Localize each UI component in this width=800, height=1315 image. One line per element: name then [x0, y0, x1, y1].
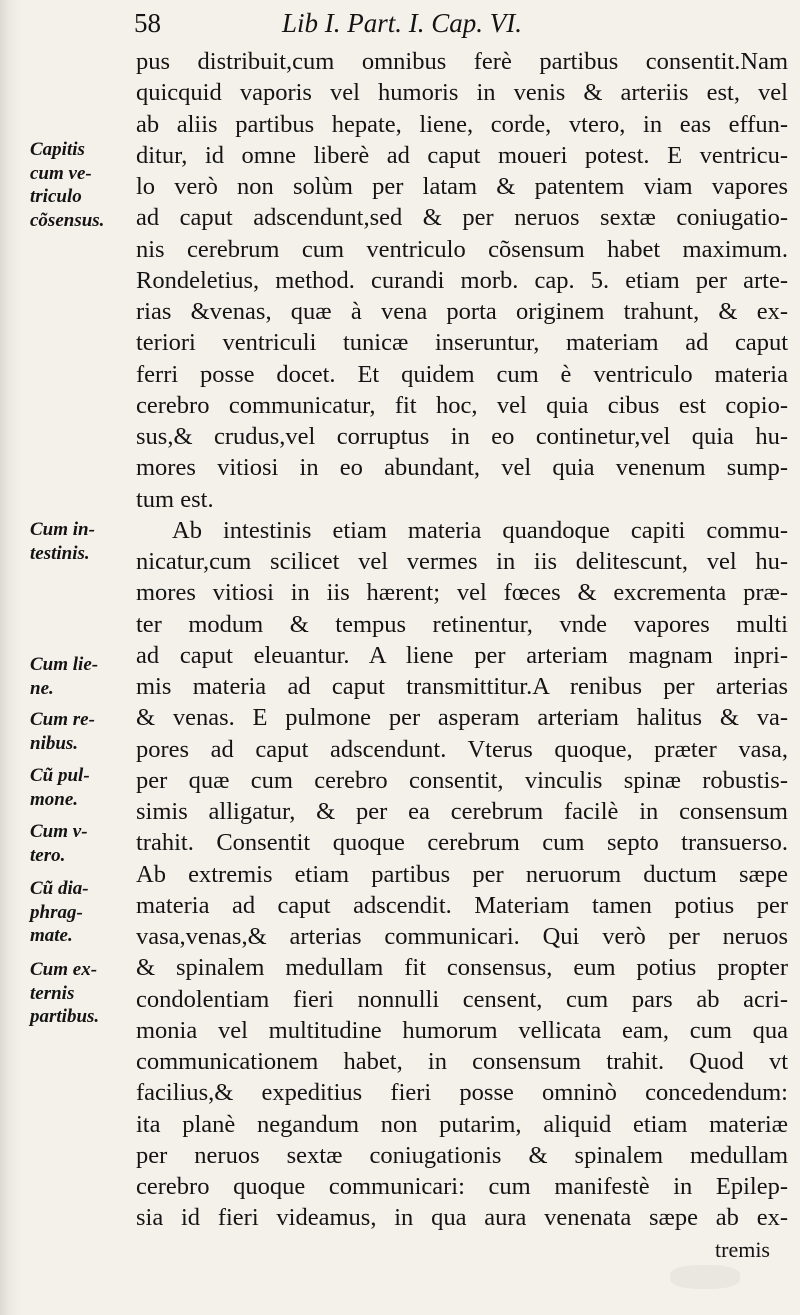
text-line: pores ad caput adscendunt. Vterus quoque, præter vasa,	[136, 735, 788, 763]
marginal-note	[30, 764, 134, 811]
text-line: Rondeletius, method. curandi morb. cap. 5. etiam per arte-	[136, 266, 788, 294]
marginal-note-line: Cum in-	[30, 519, 95, 540]
marginal-note-line: Cum lie-	[30, 654, 99, 675]
text-line: communicationem habet, in consensum trahit. Quod vt	[136, 1048, 788, 1075]
marginal-note-line: Capitis	[30, 139, 85, 160]
text-line: ad caput adscendunt,sed & per neruos sextæ coniugatio-	[136, 204, 788, 232]
text-line: Ab extremis etiam partibus per neruorum ductum sæpe	[136, 860, 788, 888]
text-line: ab aliis partibus hepate, liene, corde, vtero, in eas effun-	[136, 110, 788, 138]
marginal-note-line: Cũ pul-	[30, 765, 90, 786]
text-line: & spinalem medullam fit consensus, eum potius propter	[136, 954, 788, 982]
text-line: simis alligatur, & per ea cerebrum facilè in consensum	[136, 798, 788, 825]
text-line: nis cerebrum cum ventriculo cõsensum habet maximum.	[136, 235, 788, 263]
text-line: materia ad caput adscendit. Materiam tamen potius per	[136, 891, 788, 919]
marginal-note	[30, 518, 134, 565]
marginal-note	[30, 958, 134, 1029]
catchword: tremis	[715, 1236, 770, 1262]
text-line: condolentiam fieri nonnulli censent, cum pars ab acri-	[136, 985, 788, 1013]
text-line: trahit. Consentit quoque cerebrum cum septo transuerso.	[136, 829, 788, 857]
marginal-note	[30, 653, 134, 700]
page-header	[120, 8, 760, 40]
marginal-note-line: phrag-	[30, 901, 83, 923]
marginal-note-line: Cum v-	[30, 821, 88, 842]
text-line: facilius,& expeditius fieri posse omninò concedendum:	[136, 1079, 788, 1107]
text-line: cerebro communicatur, fit hoc, vel quia cibus est copio-	[136, 391, 788, 419]
marginal-note-line: testinis.	[30, 542, 90, 564]
text-line: sus,& crudus,vel corruptus in eo continetur,vel quia hu-	[136, 423, 788, 450]
marginal-note-line: cum ve-	[30, 162, 92, 184]
text-line: quicquid vaporis vel humoris in venis & arteriis est, vel	[136, 79, 788, 107]
text-line: teriori ventriculi tunicæ inseruntur, materiam ad caput	[136, 329, 788, 357]
body-text	[136, 46, 788, 1265]
text-line: monia vel multitudine humorum vellicata eam, cum qua	[136, 1016, 788, 1044]
marginal-note	[30, 820, 134, 867]
paper-stain	[670, 1265, 740, 1289]
text-line: & venas. E pulmone per asperam arteriam halitus & va-	[136, 704, 788, 732]
marginal-note-line: ternis	[30, 982, 75, 1004]
running-head: Lib I. Part. I. Cap. VI.	[282, 8, 522, 38]
text-line: per quæ cum cerebro consentit, vinculis spinæ robustis-	[136, 766, 788, 794]
text-line: mis materia ad caput transmittitur.A renibus per arterias	[136, 673, 788, 700]
marginal-note-line: mate.	[30, 925, 73, 946]
marginal-note	[30, 877, 134, 948]
text-line: mores vitiosi in eo abundant, vel quia venenum sump-	[136, 454, 788, 482]
text-line: Ab intestinis etiam materia quandoque capiti commu-	[172, 516, 788, 544]
page-number: 58	[134, 8, 161, 38]
text-line: rias &venas, quæ à vena porta originem trahunt, & ex-	[136, 298, 788, 325]
marginal-note-line: mone.	[30, 788, 79, 810]
text-line: cerebro quoque communicari: cum manifestè in Epilep-	[136, 1173, 788, 1200]
marginal-note-line: Cum ex-	[30, 959, 98, 980]
marginal-note	[30, 138, 134, 232]
text-line: ferri posse docet. Et quidem cum è ventriculo materia	[136, 360, 788, 388]
marginal-note-line: tero.	[30, 844, 66, 866]
text-line: sia id fieri videamus, in qua aura venenata sæpe ab ex-	[136, 1204, 788, 1232]
marginal-note-line: partibus.	[30, 1006, 100, 1027]
text-line: ita planè negandum non putarim, aliquid etiam materiæ	[136, 1110, 788, 1138]
text-line: tum est.	[136, 485, 214, 513]
text-line: per neruos sextæ coniugationis & spinalem medullam	[136, 1141, 788, 1169]
text-line: ter modum & tempus retinentur, vnde vapores multi	[136, 610, 788, 638]
text-line: pus distribuit,cum omnibus ferè partibus consentit.Nam	[136, 48, 788, 75]
marginal-note	[30, 708, 134, 755]
text-line: nicatur,cum scilicet vel vermes in iis delitescunt, vel hu-	[136, 548, 788, 575]
marginal-note-line: triculo	[30, 186, 82, 207]
marginal-note-line: nibus.	[30, 732, 79, 754]
text-line: ditur, id omne liberè ad caput moueri potest. E ventricu-	[136, 141, 788, 169]
marginal-note-line: cõsensus.	[30, 209, 105, 231]
marginal-note-line: ne.	[30, 677, 54, 699]
marginal-note-line: Cũ dia-	[30, 878, 89, 899]
text-line: vasa,venas,& arterias communicari. Qui verò per neruos	[136, 923, 788, 950]
text-line: mores vitiosi in iis hærent; vel fœces & excrementa præ-	[136, 579, 788, 607]
text-line: ad caput eleuantur. A liene per arteriam magnam inpri-	[136, 641, 788, 669]
marginal-note-line: Cum re-	[30, 709, 95, 730]
text-line: lo verò non solùm per latam & patentem viam vapores	[136, 173, 788, 200]
